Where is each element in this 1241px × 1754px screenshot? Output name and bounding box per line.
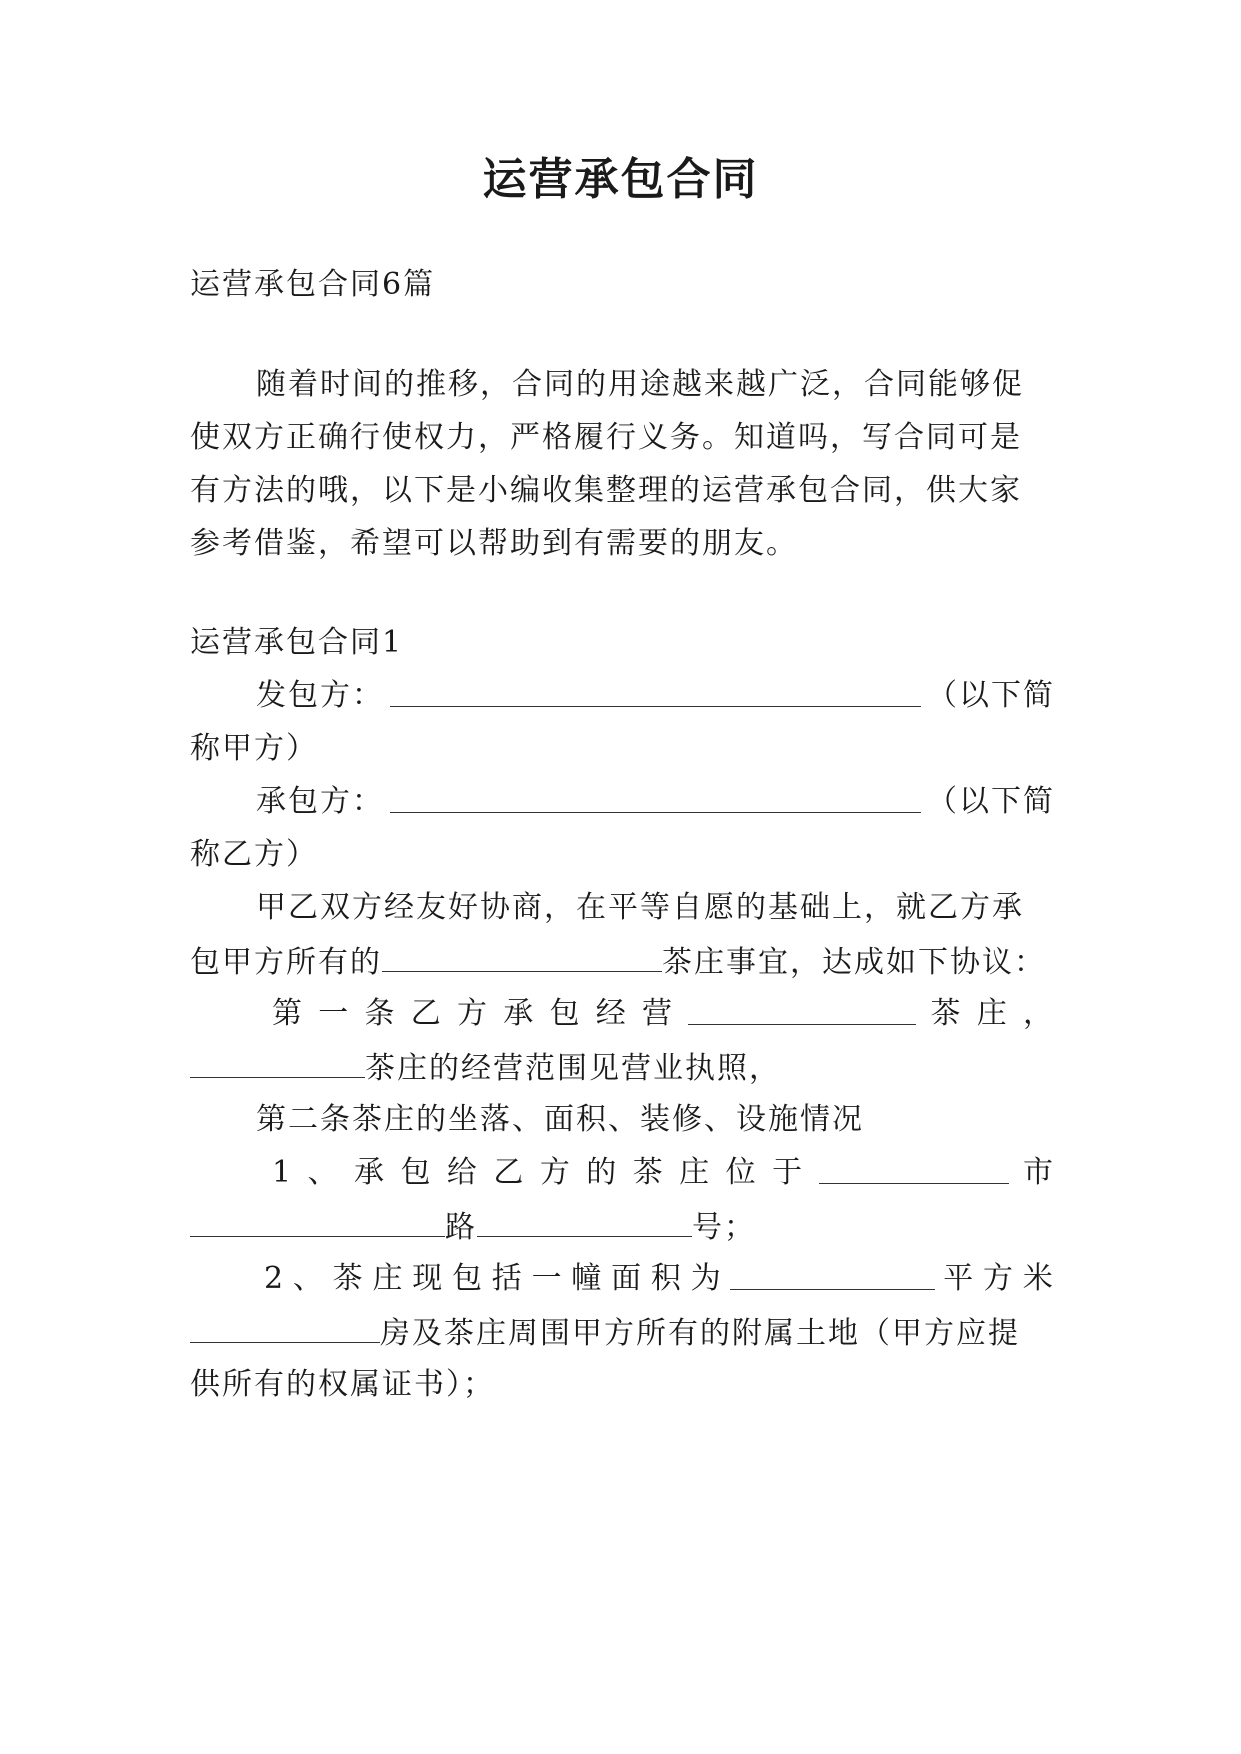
item-2-char: 、: [292, 1261, 325, 1296]
article-1-char: 承: [503, 996, 536, 1031]
intro-line-2: 使双方正确行使权力，严格履行义务。知道吗，写合同可是: [190, 420, 1022, 455]
item-2-char: 括: [491, 1261, 524, 1296]
article-2: 第二条茶庄的坐落、面积、装修、设施情况: [256, 1102, 864, 1137]
article-1-char: 条: [364, 996, 397, 1031]
item-1-char: 位: [725, 1155, 758, 1190]
article-1-char: ，: [1023, 996, 1055, 1031]
article-1-line-2-text: 茶庄的经营范围见营业执照，: [365, 1051, 781, 1086]
item-2-unit-char: 方: [983, 1261, 1016, 1296]
article-1-char: 庄: [976, 996, 1009, 1031]
agreement-line-1: 甲乙双方经友好协商，在平等自愿的基础上，就乙方承: [256, 890, 1024, 925]
article-1-char: 营: [642, 996, 674, 1031]
article-1-char: 一: [318, 996, 351, 1031]
party-b-label: 承包方：: [256, 784, 384, 819]
item-1-char: 承: [354, 1155, 386, 1190]
article-1-line-1: [272, 994, 1055, 1034]
road-blank: [190, 1206, 445, 1237]
item-1-char: 于: [772, 1155, 805, 1190]
item-2-char: 积: [650, 1261, 683, 1296]
item-1-char: 给: [446, 1155, 479, 1190]
agreement-line-2-a: 包甲方所有的: [190, 945, 382, 980]
item-1-char: 茶: [632, 1155, 665, 1190]
item-2-unit-char: 平: [943, 1261, 976, 1296]
party-b-blank: [390, 782, 921, 813]
item-2-line-3: 供所有的权属证书）；: [190, 1367, 495, 1402]
building-blank: [190, 1312, 380, 1343]
item-1-char: 乙: [493, 1155, 526, 1190]
party-a-label: 发包方：: [256, 678, 384, 713]
item-2-char: 幢: [571, 1261, 604, 1296]
article-1-char: 方: [457, 996, 489, 1031]
item-2-line-2: [190, 1312, 1055, 1354]
intro-line-3: 有方法的哦，以下是小编收集整理的运营承包合同，供大家: [190, 473, 1022, 508]
item-1-road: 路: [445, 1210, 477, 1245]
article-1-line-2: [190, 1047, 1055, 1089]
party-b-line: [256, 782, 1055, 822]
party-a-suffix: （以下简: [927, 678, 1055, 713]
article-1-char: 包: [549, 996, 582, 1031]
item-2-char: 包: [452, 1261, 484, 1296]
item-1-line-2: [190, 1206, 1055, 1248]
article-1-char: 茶: [930, 996, 963, 1031]
item-2-unit-char: 米: [1022, 1261, 1055, 1296]
item-2-line-2-text: 房及茶庄周围甲方所有的附属土地（甲方应提: [380, 1316, 1020, 1351]
item-1-char: 的: [586, 1155, 619, 1190]
item-1-char: 、: [307, 1155, 340, 1190]
item-1-char: 方: [539, 1155, 572, 1190]
item-2-char: 茶: [332, 1261, 365, 1296]
item-2-char: 面: [611, 1261, 644, 1296]
item-2-char: 庄: [372, 1261, 405, 1296]
party-a-blank: [390, 676, 921, 707]
article-1-blank: [688, 994, 916, 1025]
item-1-city: 市: [1022, 1155, 1055, 1190]
intro-line-4: 参考借鉴，希望可以帮助到有需要的朋友。: [190, 526, 798, 561]
item-1-char: 庄: [679, 1155, 712, 1190]
article-1-blank-2: [190, 1047, 365, 1078]
agreement-line-2-b: 茶庄事宜，达成如下协议：: [662, 945, 1046, 980]
city-blank: [819, 1153, 1009, 1184]
party-b-cont: 称乙方）: [190, 837, 318, 872]
article-1-char: 第: [272, 996, 304, 1031]
party-a-cont: 称甲方）: [190, 731, 318, 766]
item-2-char: 现: [412, 1261, 445, 1296]
party-a-line: [256, 676, 1055, 716]
intro-line-1: 随着时间的推移，合同的用途越来越广泛，合同能够促: [256, 367, 1024, 402]
item-1-char: 包: [400, 1155, 433, 1190]
item-1-char: 1: [272, 1155, 294, 1190]
section-heading: 运营承包合同1: [190, 625, 404, 660]
item-2-line-1: [264, 1259, 1055, 1299]
subtitle: 运营承包合同6篇: [190, 267, 436, 302]
item-2-char: 2: [264, 1261, 286, 1296]
article-1-char: 经: [595, 996, 628, 1031]
number-blank: [477, 1206, 692, 1237]
teahouse-blank: [382, 941, 662, 972]
party-b-suffix: （以下简: [927, 784, 1055, 819]
item-1-line-1: [272, 1153, 1055, 1193]
area-blank: [730, 1259, 935, 1290]
item-2-char: 为: [690, 1261, 723, 1296]
agreement-line-2: [190, 941, 1055, 983]
article-1-char: 乙: [410, 996, 443, 1031]
item-2-char: 一: [531, 1261, 564, 1296]
item-1-number: 号；: [692, 1210, 756, 1245]
document-title: 运营承包合同: [482, 154, 759, 205]
